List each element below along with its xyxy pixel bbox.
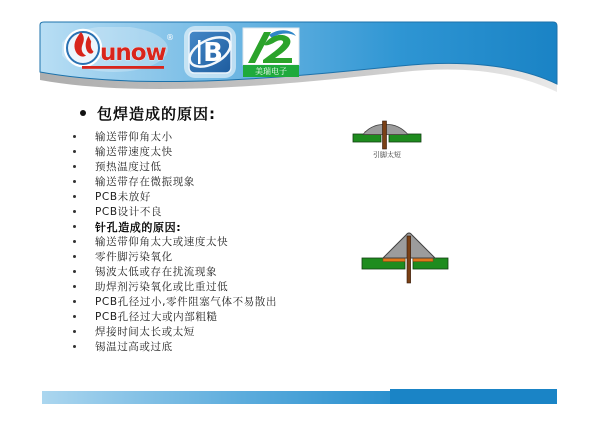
page-title: 包焊造成的原因: [97, 104, 216, 123]
bullet-icon [73, 270, 76, 273]
list-item-text: 助焊剂污染氧化或比重过低 [95, 281, 229, 293]
registered-mark: ® [166, 33, 174, 42]
pcb-diagram-short-lead [349, 117, 425, 153]
ib-letter-text: B [203, 38, 223, 68]
bullet-icon [73, 345, 76, 348]
list-item [68, 189, 378, 204]
sunow-brand-text: unow [100, 40, 166, 66]
sunow-logo-icon [62, 27, 180, 73]
footer-bar [42, 391, 557, 404]
list-item [68, 219, 378, 234]
bullet-icon [80, 110, 86, 116]
list-item [68, 249, 378, 264]
list-item [68, 144, 378, 159]
pcb-diagram-excess-solder [356, 228, 464, 286]
list-item [68, 129, 378, 144]
list-item-text: 输送带仰角太小 [95, 131, 173, 143]
list-item [68, 294, 378, 309]
list-item-text: 焊接时间太长或太短 [95, 326, 195, 338]
list-item [68, 264, 378, 279]
list-item-text: 输送带存在微振现象 [95, 176, 195, 188]
list-item-text: PCB未放好 [95, 191, 151, 203]
bullet-icon [73, 210, 76, 213]
list-item [68, 174, 378, 189]
list-item-text: PCB孔径过小,零件阻塞气体不易散出 [95, 296, 278, 308]
bullet-icon [73, 315, 76, 318]
bullet-icon [73, 165, 76, 168]
meirui-logo-icon [242, 27, 300, 80]
list-item-text: 锡温过高或过底 [95, 341, 173, 353]
list-item [68, 234, 378, 249]
list-item [68, 339, 378, 354]
list-item-text: 输送带速度太快 [95, 146, 173, 158]
bullet-icon [73, 225, 76, 228]
bullet-icon [73, 285, 76, 288]
title-row [68, 101, 378, 125]
bullet-icon [73, 300, 76, 303]
list-item [68, 279, 378, 294]
list-item-text: PCB设计不良 [95, 206, 163, 218]
meirui-caption-text: 美瑞电子 [255, 67, 287, 76]
list-item-text: 零件脚污染氧化 [95, 251, 173, 263]
slide-body [68, 101, 378, 354]
list-item-text: 针孔造成的原因: [95, 220, 182, 234]
bullet-icon [73, 180, 76, 183]
bullet-icon [73, 240, 76, 243]
diagram-caption: 引脚太短 [373, 151, 401, 159]
list-item [68, 159, 378, 174]
bullet-icon [73, 135, 76, 138]
bullet-icon [73, 150, 76, 153]
bullet-icon [73, 330, 76, 333]
list-item-text: 预热温度过低 [95, 161, 162, 173]
bullet-icon [73, 195, 76, 198]
list-item [68, 324, 378, 339]
list-item [68, 309, 378, 324]
list-item-text: PCB孔径过大或内部粗糙 [95, 311, 218, 323]
list-item-text: 输送带仰角太大或速度太快 [95, 236, 229, 248]
ib-logo-icon [183, 25, 237, 79]
footer-bar-step [390, 389, 557, 404]
cause-list [68, 129, 378, 354]
bullet-icon [73, 255, 76, 258]
list-item-text: 锡波太低或存在扰流现象 [95, 266, 218, 278]
list-item [68, 204, 378, 219]
